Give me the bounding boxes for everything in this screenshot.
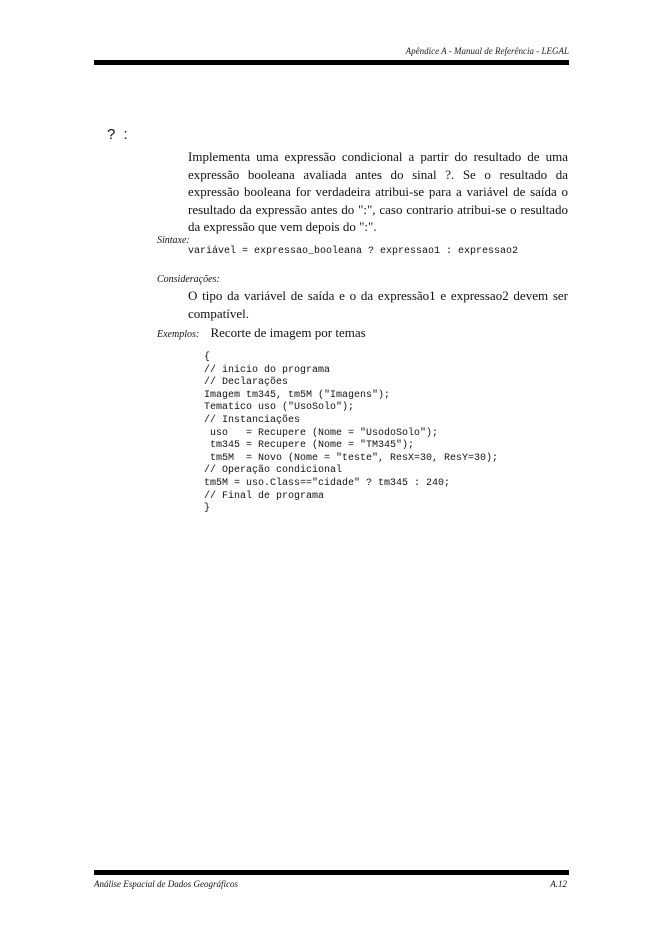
considerations-label: Considerações:: [157, 274, 220, 285]
code-line: // inicio do programa: [204, 364, 331, 376]
code-line: }: [204, 503, 211, 515]
footer-left-text: Análise Espacial de Dados Geográficos: [94, 879, 238, 889]
code-line: {: [204, 352, 211, 363]
code-line: // Operação condicional: [204, 465, 343, 477]
code-line: // Declarações: [204, 377, 289, 389]
footer-rule: [94, 870, 569, 875]
page-number: A.12: [550, 879, 567, 889]
code-line: uso = Recupere (Nome = "UsodoSolo");: [204, 427, 439, 439]
code-line: tm345 = Recupere (Nome = "TM345");: [204, 440, 415, 452]
operator-description: Implementa uma expressão condicional a partir do resultado de uma expressão booleana avaliada antes do sinal ?. Se o resultado da expressão booleana for verdadeira atribui-se para a variável de saída o resultado da expressão antes do ":", caso contrario atribui-se o resultado da expressão que vem depois do ":".: [188, 149, 568, 234]
examples-row: [157, 325, 366, 341]
examples-label: Exemplos:: [157, 329, 200, 340]
examples-title: Recorte de imagem por temas: [210, 325, 366, 340]
code-line: tm5M = uso.Class=="cidade" ? tm345 : 240;: [204, 477, 451, 489]
code-line: // Final de programa: [204, 490, 325, 502]
code-line: Imagem tm345, tm5M ("Imagens");: [204, 389, 391, 401]
considerations-text: O tipo da variável de saída e o da expressão1 e expressao2 devem ser compatível.: [188, 288, 568, 321]
example-code-block: [204, 352, 498, 516]
page-header-title: Apêndice A - Manual de Referência - LEGAL: [405, 46, 569, 56]
header-rule: [94, 60, 569, 65]
code-line: Tematico uso ("UsoSolo");: [204, 402, 355, 414]
operator-title: ? :: [107, 126, 130, 143]
code-line: // Instanciações: [204, 414, 301, 426]
syntax-label: Sintaxe:: [157, 235, 190, 246]
syntax-code: variável = expressao_booleana ? expressao1 : expressao2: [188, 246, 519, 257]
code-line: tm5M = Novo (Nome = "teste", ResX=30, ResY=30);: [204, 452, 499, 464]
